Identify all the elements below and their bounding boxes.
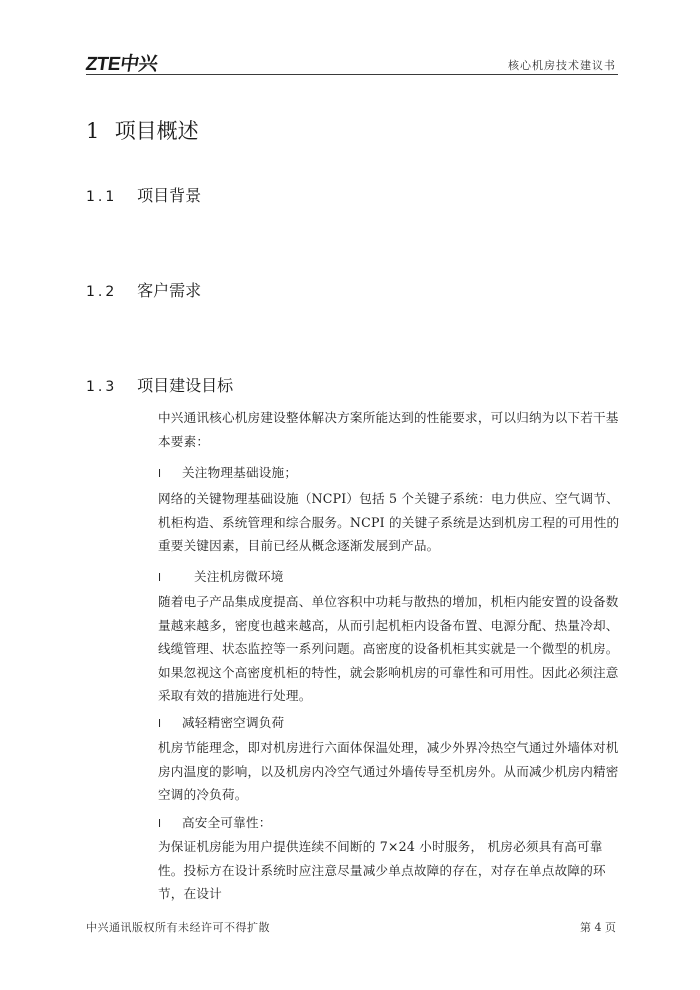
zte-logo: ZTE中兴	[84, 54, 159, 75]
paragraph-infrastructure: 网络的关键物理基础设施（NCPI）包括 5 个关键子系统：电力供应、空气调节、机柜构造、系统管理和综合服务。NCPI 的关键子系统是达到机房工程的可用性的重要关键因素，目前已经从概念逐渐发展到产品。	[158, 491, 620, 553]
bullet-marker: l	[158, 817, 162, 830]
document-title: 核心机房技术建议书	[508, 59, 616, 72]
chapter-heading	[86, 115, 199, 145]
bullet-label: 高安全可靠性：	[182, 815, 272, 830]
section-number: 1.2	[86, 284, 118, 300]
bullet-item-micro-environment	[158, 566, 284, 585]
page-header	[86, 48, 618, 74]
section-title: 项目背景	[137, 186, 202, 205]
paragraph-air-conditioning: 机房节能理念，即对机房进行六面体保温处理，减少外界冷热空气通过外墙体对机房内温度的影响，以及机房内冷空气通过外墙传导至机房外。从而减少机房内精密空调的冷负荷。	[158, 740, 619, 802]
section-title: 客户需求	[137, 281, 202, 300]
section-heading-1-1	[86, 183, 201, 206]
bullet-marker: l	[158, 571, 162, 584]
bullet-label: 关注物理基础设施；	[182, 465, 298, 480]
header-divider	[86, 74, 618, 75]
chapter-number: 1	[86, 119, 100, 143]
footer-page-number: 第 4 页	[580, 921, 616, 934]
section-number: 1.3	[86, 379, 118, 395]
chapter-title: 项目概述	[114, 119, 199, 143]
bullet-label: 减轻精密空调负荷	[182, 715, 285, 730]
section-title: 项目建设目标	[137, 376, 234, 395]
bullet-label: 关注机房微环境	[194, 569, 284, 584]
footer-copyright: 中兴通讯版权所有未经许可不得扩散	[86, 921, 270, 934]
intro-paragraph: 中兴通讯核心机房建设整体解决方案所能达到的性能要求，可以归纳为以下若干基本要素：	[158, 410, 619, 449]
bullet-marker: l	[158, 717, 162, 730]
bullet-marker: l	[158, 467, 162, 480]
paragraph-reliability: 为保证机房能为用户提供连续不间断的 7×24 小时服务， 机房必须具有高可靠性。投标方在设计系统时应注意尽量减少单点故障的存在，对存在单点故障的环节，在设计	[158, 839, 606, 901]
section-heading-1-2	[86, 278, 201, 301]
paragraph-micro-environment: 随着电子产品集成度提高、单位容积中功耗与散热的增加，机柜内能安置的设备数量越来越多，密度也越来越高，从而引起机柜内设备布置、电源分配、热量冷却、线缆管理、状态监控等一系列问题。高密度的设备机柜其实就是一个微型的机房。如果忽视这个高密度机柜的特性，就会影响机房的可靠性和可用性。因此必须注意采取有效的措施进行处理。	[158, 594, 619, 703]
section-heading-1-3	[86, 373, 233, 396]
bullet-item-reliability	[158, 812, 272, 831]
bullet-item-infrastructure	[158, 462, 297, 481]
bullet-item-air-conditioning	[158, 712, 284, 731]
section-number: 1.1	[86, 189, 118, 205]
